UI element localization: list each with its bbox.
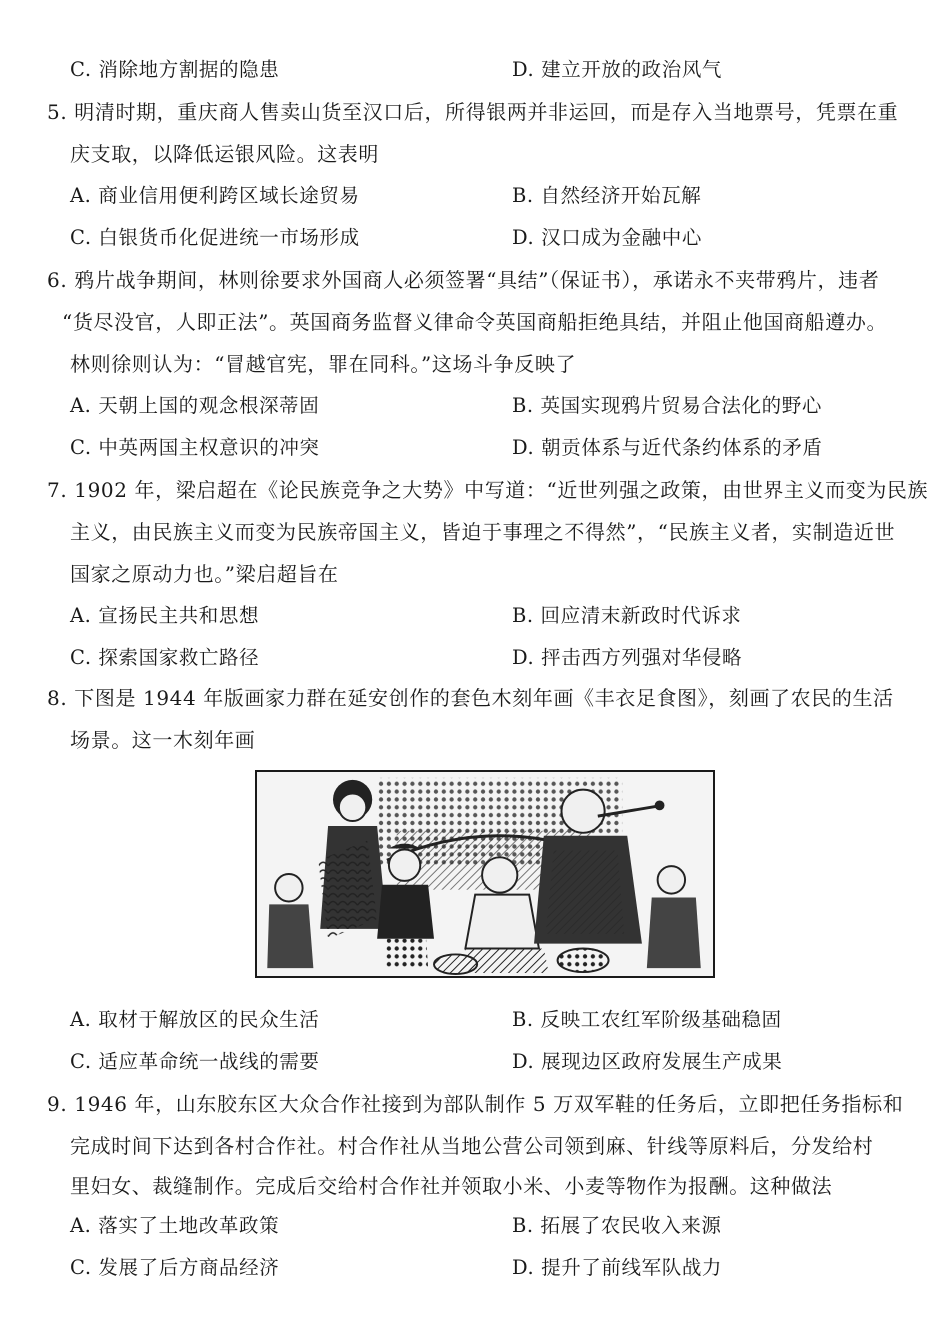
q8-option-a: A. 取材于解放区的民众生活	[70, 1008, 320, 1031]
woodcut-illustration	[257, 772, 713, 976]
q6-option-c: C. 中英两国主权意识的冲突	[70, 436, 320, 459]
q8-option-d: D. 展现边区政府发展生产成果	[512, 1050, 783, 1073]
q5-stem-line-2: 庆支取，以降低运银风险。这表明	[70, 142, 379, 166]
q7-option-c: C. 探索国家救亡路径	[70, 646, 260, 669]
q9-stem-line-1: 9. 1946 年，山东胶东区大众合作社接到为部队制作 5 万双军鞋的任务后，立即把任务指标和	[47, 1092, 904, 1116]
q9-option-c: C. 发展了后方商品经济	[70, 1256, 280, 1279]
q6-stem-line-2: “货尽没官，人即正法”。英国商务监督义律命令英国商船拒绝具结，并阻止他国商船遵办。	[62, 310, 888, 334]
woodcut-new-year-picture	[255, 770, 715, 978]
q7-stem-line-1: 7. 1902 年，梁启超在《论民族竞争之大势》中写道：“近世列强之政策，由世界主义而变为民族	[47, 478, 929, 502]
q6-stem-line-1: 6. 鸦片战争期间，林则徐要求外国商人必须签署“具结”（保证书），承诺永不夹带鸦片，违者	[47, 268, 880, 292]
q8-stem-line-1: 8. 下图是 1944 年版画家力群在延安创作的套色木刻年画《丰衣足食图》，刻画了农民的生活	[47, 686, 894, 710]
q8-option-c: C. 适应革命统一战线的需要	[70, 1050, 320, 1073]
q6-option-d: D. 朝贡体系与近代条约体系的矛盾	[512, 436, 823, 459]
q5-option-d: D. 汉口成为金融中心	[512, 226, 702, 249]
q6-option-b: B. 英国实现鸦片贸易合法化的野心	[512, 394, 822, 417]
q8-option-b: B. 反映工农红军阶级基础稳固	[512, 1008, 782, 1031]
q6-stem-line-3: 林则徐则认为：“冒越官宪，罪在同科。”这场斗争反映了	[70, 352, 577, 376]
q7-option-d: D. 抨击西方列强对华侵略	[512, 646, 743, 669]
q9-stem-line-2: 完成时间下达到各村合作社。村合作社从当地公营公司领到麻、针线等原料后，分发给村	[70, 1134, 874, 1158]
q5-option-a: A. 商业信用便利跨区域长途贸易	[70, 184, 360, 207]
q9-option-a: A. 落实了土地改革政策	[70, 1214, 280, 1237]
q6-option-a: A. 天朝上国的观念根深蒂固	[70, 394, 320, 417]
q7-stem-line-3: 国家之原动力也。”梁启超旨在	[70, 562, 339, 586]
q4-option-c: C. 消除地方割据的隐患	[70, 58, 280, 81]
q7-option-b: B. 回应清末新政时代诉求	[512, 604, 742, 627]
q9-option-d: D. 提升了前线军队战力	[512, 1256, 723, 1279]
q5-stem-line-1: 5. 明清时期，重庆商人售卖山货至汉口后，所得银两并非运回，而是存入当地票号，凭票在重	[47, 100, 899, 124]
q7-stem-line-2: 主义，由民族主义而变为民族帝国主义，皆迫于事理之不得然”，“民族主义者，实制造近世	[70, 520, 896, 544]
q9-stem-line-3: 里妇女、裁缝制作。完成后交给村合作社并领取小米、小麦等物作为报酬。这种做法	[70, 1174, 833, 1198]
q5-option-b: B. 自然经济开始瓦解	[512, 184, 702, 207]
q5-option-c: C. 白银货币化促进统一市场形成	[70, 226, 360, 249]
q4-option-d: D. 建立开放的政治风气	[512, 58, 723, 81]
q8-stem-line-2: 场景。这一木刻年画	[70, 728, 256, 752]
q9-option-b: B. 拓展了农民收入来源	[512, 1214, 722, 1237]
q7-option-a: A. 宣扬民主共和思想	[70, 604, 260, 627]
